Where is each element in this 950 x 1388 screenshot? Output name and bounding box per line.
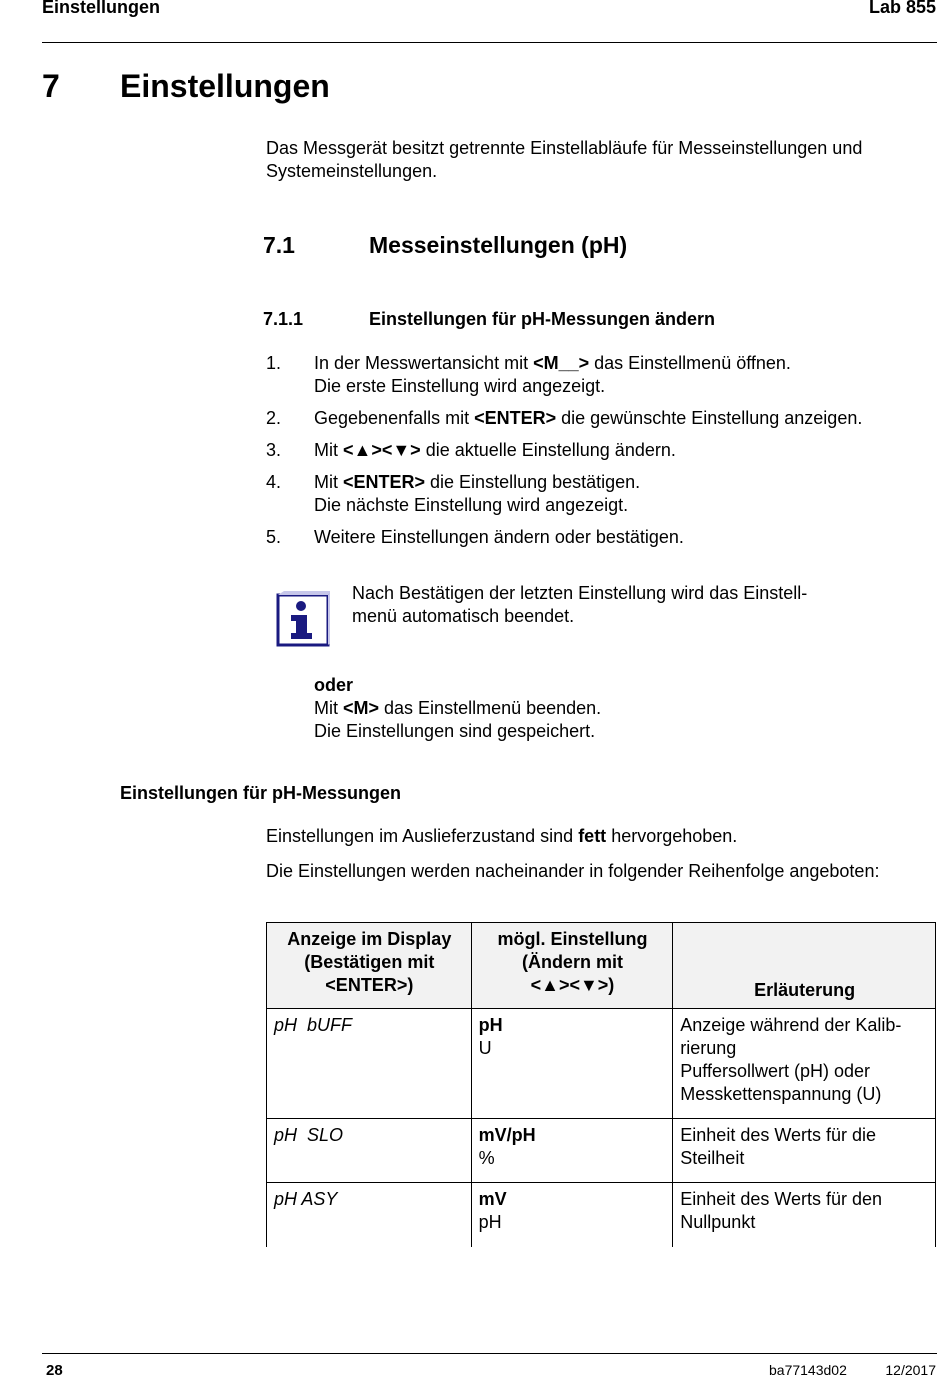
table-row bbox=[267, 1183, 936, 1247]
document-date: 12/2017 bbox=[885, 1362, 936, 1378]
info-note-line1: Nach Bestätigen der letzten Einstellung wird das Einstell- bbox=[352, 583, 808, 603]
cell-options bbox=[471, 1119, 673, 1183]
default-option: pH bbox=[478, 1015, 503, 1035]
default-option: mV bbox=[478, 1189, 507, 1209]
settings-heading: Einstellungen für pH-Messungen bbox=[120, 783, 402, 803]
cell-explanation bbox=[673, 1183, 936, 1247]
step-number: 1. bbox=[266, 353, 282, 373]
header-line: (Bestätigen mit bbox=[304, 952, 435, 972]
step-list bbox=[266, 352, 926, 558]
subsection-number: 7.1.1 bbox=[263, 309, 304, 329]
step-text-b: die aktuelle Einstellung ändern. bbox=[420, 440, 676, 460]
page-number: 28 bbox=[46, 1362, 63, 1379]
settings-table bbox=[266, 922, 936, 1247]
explanation-line: Steilheit bbox=[680, 1148, 745, 1168]
step-text-a: Mit bbox=[314, 440, 343, 460]
header-line: <▲><▼>) bbox=[530, 975, 615, 995]
step-result: Die erste Einstellung wird angezeigt. bbox=[314, 376, 606, 396]
section-number: 7.1 bbox=[263, 232, 295, 258]
settings-intro-1 bbox=[266, 825, 936, 848]
column-header-explanation bbox=[673, 923, 936, 1009]
explanation-line: Einheit des Werts für die bbox=[680, 1125, 877, 1145]
cell-explanation bbox=[673, 1119, 936, 1183]
settings-intro-text-b: hervorgehoben. bbox=[606, 826, 738, 846]
running-header-left: Einstellungen bbox=[42, 0, 161, 17]
explanation-line: Nullpunkt bbox=[680, 1212, 756, 1232]
key-label: <M__> bbox=[533, 353, 590, 373]
explanation-line: Einheit des Werts für den bbox=[680, 1189, 883, 1209]
step-item bbox=[266, 526, 926, 549]
step-number: 5. bbox=[266, 527, 282, 547]
info-note-line2: menü automatisch beendet. bbox=[352, 606, 575, 626]
alternative-option: pH bbox=[478, 1212, 502, 1232]
footer-rule bbox=[42, 1353, 937, 1354]
header-line: mögl. Einstellung bbox=[497, 929, 648, 949]
alt-text-a: Mit bbox=[314, 698, 343, 718]
step-text bbox=[314, 439, 676, 462]
header-line: <ENTER>) bbox=[325, 975, 414, 995]
info-note bbox=[352, 582, 912, 628]
subsection-title: Einstellungen für pH-Messungen ändern bbox=[369, 309, 716, 329]
section-title: Messeinstellungen (pH) bbox=[369, 232, 628, 258]
explanation-line: Messkettenspannung (U) bbox=[680, 1084, 882, 1104]
default-option: mV/pH bbox=[478, 1125, 536, 1145]
step-text-a: In der Messwertansicht mit bbox=[314, 353, 534, 373]
cell-explanation bbox=[673, 1009, 936, 1119]
step-text-b: die gewünschte Einstellung anzeigen. bbox=[556, 408, 863, 428]
cell-options bbox=[471, 1009, 673, 1119]
table-row bbox=[267, 1119, 936, 1183]
header-line: (Ändern mit bbox=[521, 952, 623, 972]
step-text bbox=[314, 352, 791, 398]
step-text bbox=[314, 407, 862, 430]
step-text-a: Mit bbox=[314, 472, 343, 492]
alternative-label: oder bbox=[314, 675, 354, 695]
step-text bbox=[314, 471, 640, 517]
cell-display: pH ASY bbox=[267, 1183, 472, 1247]
step-item bbox=[266, 471, 926, 517]
step-text-b: das Einstellmenü öffnen. bbox=[589, 353, 791, 373]
header-line: Anzeige im Display bbox=[287, 929, 452, 949]
document-id: ba77143d02 bbox=[769, 1362, 847, 1378]
table-header-row bbox=[267, 923, 936, 1009]
chapter-number: 7 bbox=[42, 68, 60, 104]
key-label: <M> bbox=[343, 698, 380, 718]
key-label: <▲><▼> bbox=[343, 440, 421, 460]
explanation-line: Anzeige während der Kalib- bbox=[680, 1015, 902, 1035]
step-text-b: die Einstellung bestätigen. bbox=[425, 472, 641, 492]
step-result: Die nächste Einstellung wird angezeigt. bbox=[314, 495, 629, 515]
table-row bbox=[267, 1009, 936, 1119]
column-header-options bbox=[471, 923, 673, 1009]
alt-text-b: das Einstellmenü beenden. bbox=[379, 698, 602, 718]
intro-paragraph: Das Messgerät besitzt getrennte Einstellabläufe für Messeinstellungen und Systemeinstellungen. bbox=[266, 138, 863, 181]
cell-display: pH SLO bbox=[267, 1119, 472, 1183]
chapter-title: Einstellungen bbox=[120, 68, 330, 104]
step-number: 2. bbox=[266, 408, 282, 428]
key-label: <ENTER> bbox=[474, 408, 557, 428]
settings-intro-bold: fett bbox=[578, 826, 607, 846]
settings-intro-2: Die Einstellungen werden nacheinander in folgender Reihenfolge angeboten: bbox=[266, 861, 880, 881]
cell-display: pH bUFF bbox=[267, 1009, 472, 1119]
alt-result: Die Einstellungen sind gespeichert. bbox=[314, 721, 596, 741]
column-header-display bbox=[267, 923, 472, 1009]
running-header-right: Lab 855 bbox=[868, 0, 936, 17]
info-icon bbox=[276, 591, 330, 647]
cell-options bbox=[471, 1183, 673, 1247]
alternative-option: U bbox=[478, 1038, 492, 1058]
step-item bbox=[266, 439, 926, 462]
step-text-a: Gegebenenfalls mit bbox=[314, 408, 475, 428]
step-number: 3. bbox=[266, 440, 282, 460]
explanation-line: Puffersollwert (pH) oder bbox=[680, 1061, 871, 1081]
alternative-option: % bbox=[478, 1148, 495, 1168]
step-number: 4. bbox=[266, 472, 282, 492]
settings-intro-text-a: Einstellungen im Auslieferzustand sind bbox=[266, 826, 579, 846]
alternative-block bbox=[314, 674, 914, 743]
step-text: Weitere Einstellungen ändern oder bestätigen. bbox=[314, 527, 684, 547]
explanation-line: rierung bbox=[680, 1038, 737, 1058]
key-label: <ENTER> bbox=[343, 472, 426, 492]
header-line: Erläuterung bbox=[754, 980, 856, 1000]
step-item bbox=[266, 407, 926, 430]
step-item bbox=[266, 352, 926, 398]
header-rule bbox=[42, 42, 937, 43]
